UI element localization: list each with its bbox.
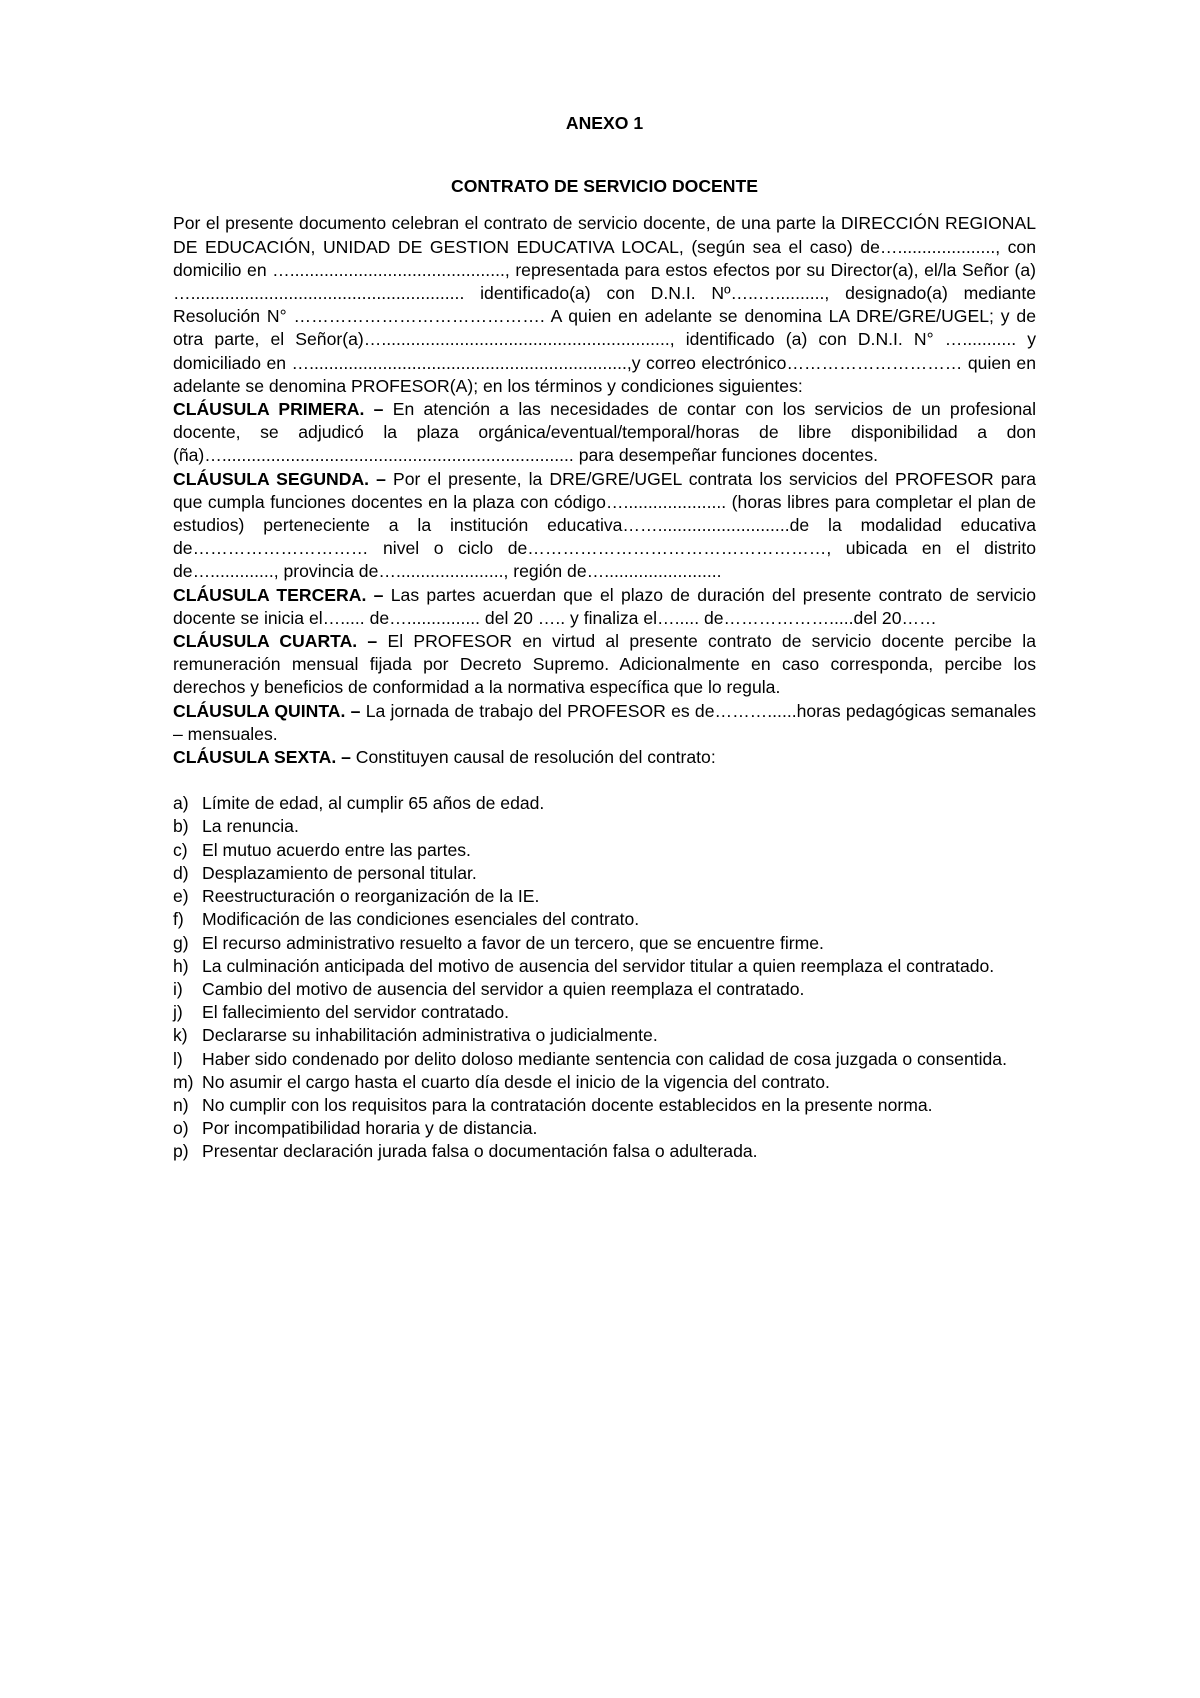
list-item: [173, 1094, 1036, 1117]
list-item-text: Límite de edad, al cumplir 65 años de edad.: [202, 793, 545, 814]
list-marker: g): [173, 932, 189, 953]
list-marker: f): [173, 909, 184, 930]
list-item: [173, 908, 1036, 931]
list-item-text: El mutuo acuerdo entre las partes.: [202, 839, 471, 860]
list-item-text: El fallecimiento del servidor contratado.: [202, 1002, 510, 1023]
clause-text: Por el presente, la DRE/GRE/UGEL contrata los servicios del PROFESOR para que cumpla funciones docentes en la plaza con código…..................... (horas libres para completar el plan de estudios) perteneciente a la institución educativa……...........................de la modalidad educativa de………………………… nivel o ciclo de……………………………………………, ubicada en el distrito de…............., provincia de…......................, región de…........................: [173, 468, 1037, 582]
list-item: [173, 862, 1036, 885]
list-item: [173, 1140, 1036, 1163]
list-marker: a): [173, 793, 189, 814]
list-marker: h): [173, 955, 189, 976]
list-item-text: Haber sido condenado por delito doloso mediante sentencia con calidad de cosa juzgada o consentida.: [202, 1048, 1007, 1069]
list-marker: l): [173, 1048, 183, 1069]
clause-label: CLÁUSULA QUINTA. –: [173, 700, 361, 721]
clause-sexta: [173, 746, 1036, 769]
list-item: [173, 1071, 1036, 1094]
clause-primera: [173, 398, 1036, 468]
list-item-text: La renuncia.: [202, 816, 299, 837]
list-item: [173, 955, 1036, 978]
list-marker: e): [173, 886, 189, 907]
list-item: [173, 1048, 1036, 1071]
list-item-text: No asumir el cargo hasta el cuarto día desde el inicio de la vigencia del contrato.: [202, 1071, 830, 1092]
clause-text: La jornada de trabajo del PROFESOR es de………......horas pedagógicas semanales – mensuales.: [173, 700, 1037, 744]
list-item-text: El recurso administrativo resuelto a favor de un tercero, que se encuentre firme.: [202, 932, 824, 953]
list-item: [173, 792, 1036, 815]
list-item-text: Desplazamiento de personal titular.: [202, 862, 477, 883]
clause-label: CLÁUSULA CUARTA. –: [173, 631, 378, 652]
list-marker: n): [173, 1094, 189, 1115]
list-item-text: Por incompatibilidad horaria y de distancia.: [202, 1118, 538, 1139]
list-item: [173, 1117, 1036, 1140]
annex-title: ANEXO 1: [565, 113, 644, 133]
list-marker: b): [173, 816, 189, 837]
list-marker: c): [173, 839, 188, 860]
list-item: [173, 815, 1036, 838]
clause-text: En atención a las necesidades de contar con los servicios de un profesional docente, se adjudicó la plaza orgánica/eventual/temporal/horas de libre disponibilidad a don (ña)…........................................................................ para desempeñar funciones docentes.: [173, 399, 1037, 466]
clause-cuarta: [173, 630, 1036, 700]
list-item: [173, 1001, 1036, 1024]
list-item: [173, 932, 1036, 955]
clause-text: El PROFESOR en virtud al presente contrato de servicio docente percibe la remuneración mensual fijada por Decreto Supremo. Adicionalmente en caso corresponda, percibe los derechos y beneficios de conformidad a la normativa específica que lo regula.: [173, 631, 1036, 698]
list-marker: m): [173, 1071, 194, 1092]
clause-label: CLÁUSULA TERCERA. –: [173, 584, 384, 605]
document-page: [173, 112, 1036, 1164]
clause-label: CLÁUSULA SEXTA. –: [173, 747, 351, 768]
list-item: [173, 885, 1036, 908]
contract-title: CONTRATO DE SERVICIO DOCENTE: [451, 176, 758, 197]
list-item-text: La culminación anticipada del motivo de ausencia del servidor titular a quien reemplaza el contratado.: [202, 955, 995, 976]
termination-causes-list: [173, 792, 1036, 1163]
clause-text: Las partes acuerdan que el plazo de duración del presente contrato de servicio docente se inicia el…..... de…............... del 20 ….. y finaliza el…..... de……………….....del 20……: [173, 584, 1036, 628]
list-item: [173, 978, 1036, 1001]
list-item-text: Cambio del motivo de ausencia del servidor a quien reemplaza el contratado.: [202, 978, 805, 999]
list-marker: j): [173, 1002, 183, 1023]
list-item-text: Presentar declaración jurada falsa o documentación falsa o adulterada.: [202, 1141, 758, 1162]
list-item-text: Declararse su inhabilitación administrativa o judicialmente.: [202, 1025, 658, 1046]
clause-quinta: [173, 700, 1036, 746]
list-marker: i): [173, 978, 183, 999]
clause-label: CLÁUSULA PRIMERA. –: [173, 399, 384, 420]
clause-text: Constituyen causal de resolución del contrato:: [350, 747, 716, 768]
list-item: [173, 1024, 1036, 1047]
list-marker: o): [173, 1118, 189, 1139]
clause-label: CLÁUSULA SEGUNDA. –: [173, 468, 386, 489]
list-item: [173, 839, 1036, 862]
list-item-text: Modificación de las condiciones esenciales del contrato.: [202, 909, 640, 930]
list-item-text: Reestructuración o reorganización de la IE.: [202, 886, 540, 907]
list-marker: d): [173, 862, 189, 883]
clause-segunda: [173, 468, 1036, 584]
list-item-text: No cumplir con los requisitos para la contratación docente establecidos en la presente norma.: [202, 1094, 933, 1115]
clause-tercera: [173, 584, 1036, 630]
list-marker: p): [173, 1141, 189, 1162]
intro-paragraph: Por el presente documento celebran el contrato de servicio docente, de una parte la DIRECCIÓN REGIONAL DE EDUCACIÓN, UNIDAD DE GESTION EDUCATIVA LOCAL, (según sea el caso) de…...................., con domicilio en …............................................, representada para estos efectos por su Director(a), el/la Señor (a) …........................................................ identificado(a) con D.N.I. Nº…..….........., designado(a) mediante Resolución N° ……………………………………. A quien en adelante se denomina LA DRE/GRE/UGEL; y de otra parte, el Señor(a)…..........................................................., identificado (a) con D.N.I. N° …........... y domiciliado en ….................................................................,y correo electrónico………………………… quien en adelante se denomina PROFESOR(A); en los términos y condiciones siguientes:: [173, 213, 1036, 396]
list-marker: k): [173, 1025, 188, 1046]
